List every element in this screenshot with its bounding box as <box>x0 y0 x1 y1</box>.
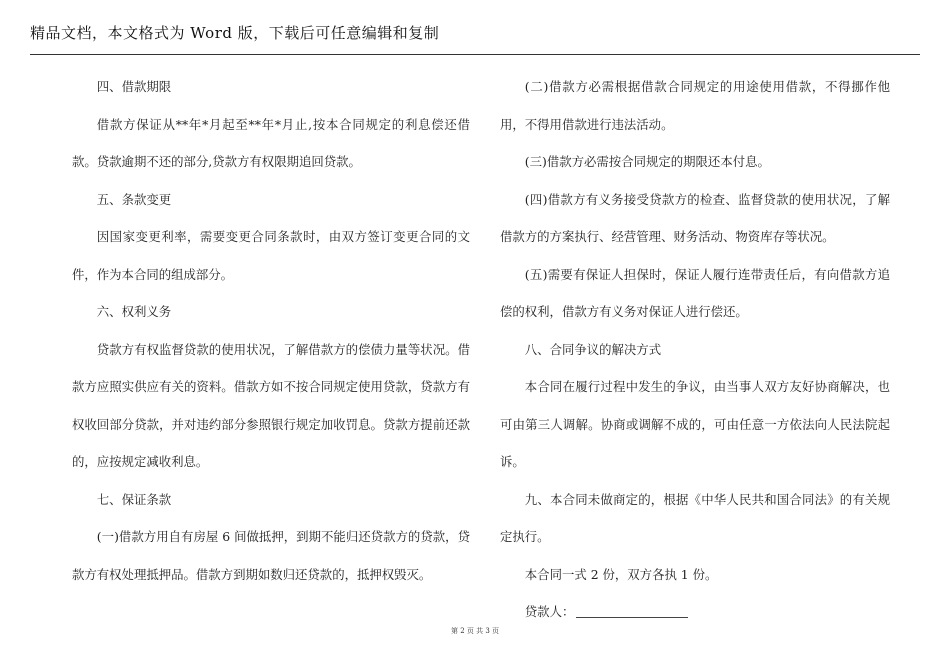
paragraph: (五)需要有保证人担保时，保证人履行连带责任后，有向借款方追偿的权利，借款方有义务对保证人进行偿还。 <box>500 266 890 319</box>
paragraph: 贷款方有权监督贷款的使用状况，了解借款方的偿债力量等状况。借款方应照实供应有关的资料。借款方如不按合同规定使用贷款，贷款方有权收回部分贷款，并对违约部分参照银行规定加收罚息。贷款方提前还款的，应按规定减收利息。 <box>72 341 470 469</box>
signature-blank <box>576 605 688 618</box>
paragraph: (四)借款方有义务接受贷款方的检查、监督贷款的使用状况，了解借款方的方案执行、经营管理、财务活动、物资库存等状况。 <box>500 191 890 244</box>
header-divider <box>30 54 920 55</box>
paragraph: 八、合同争议的解决方式 <box>524 341 662 357</box>
paragraph: (一)借款方用自有房屋 6 间做抵押，到期不能归还贷款方的贷款，贷款方有权处理抵押品。借款方到期如数归还贷款的，抵押权毁灭。 <box>72 529 470 582</box>
paragraph: 借款方保证从**年*月起至**年*月止,按本合同规定的利息偿还借款。贷款逾期不还的部分,贷款方有权限期追回贷款。 <box>72 116 470 169</box>
paragraph: 本合同一式 2 份，双方各执 1 份。 <box>524 566 718 582</box>
left-column <box>72 68 470 593</box>
right-column <box>500 68 890 631</box>
document-header: 精品文档，本文格式为 Word 版，下载后可任意编辑和复制 <box>30 24 440 42</box>
paragraph: 七、保证条款 <box>96 491 172 507</box>
signature-label: 贷款人： <box>524 604 575 619</box>
paragraph: 因国家变更利率，需要变更合同条款时，由双方签订变更合同的文件，作为本合同的组成部分。 <box>72 229 470 282</box>
paragraph: 本合同在履行过程中发生的争议，由当事人双方友好协商解决，也可由第三人调解。协商或调解不成的，可由任意一方依法向人民法院起诉。 <box>500 379 890 469</box>
paragraph: 五、条款变更 <box>96 191 172 207</box>
signature-line <box>500 593 890 631</box>
paragraph: (三)借款方必需按合同规定的期限还本付息。 <box>524 154 770 169</box>
paragraph: 六、权利义务 <box>96 304 172 319</box>
page-number: 第 2 页 共 3 页 <box>450 627 500 635</box>
paragraph: 四、借款期限 <box>96 79 172 94</box>
paragraph: (二)借款方必需根据借款合同规定的用途使用借款，不得挪作他用，不得用借款进行违法活动。 <box>500 79 890 132</box>
paragraph: 九、本合同未做商定的，根据《中华人民共和国合同法》的有关规定执行。 <box>500 491 890 544</box>
